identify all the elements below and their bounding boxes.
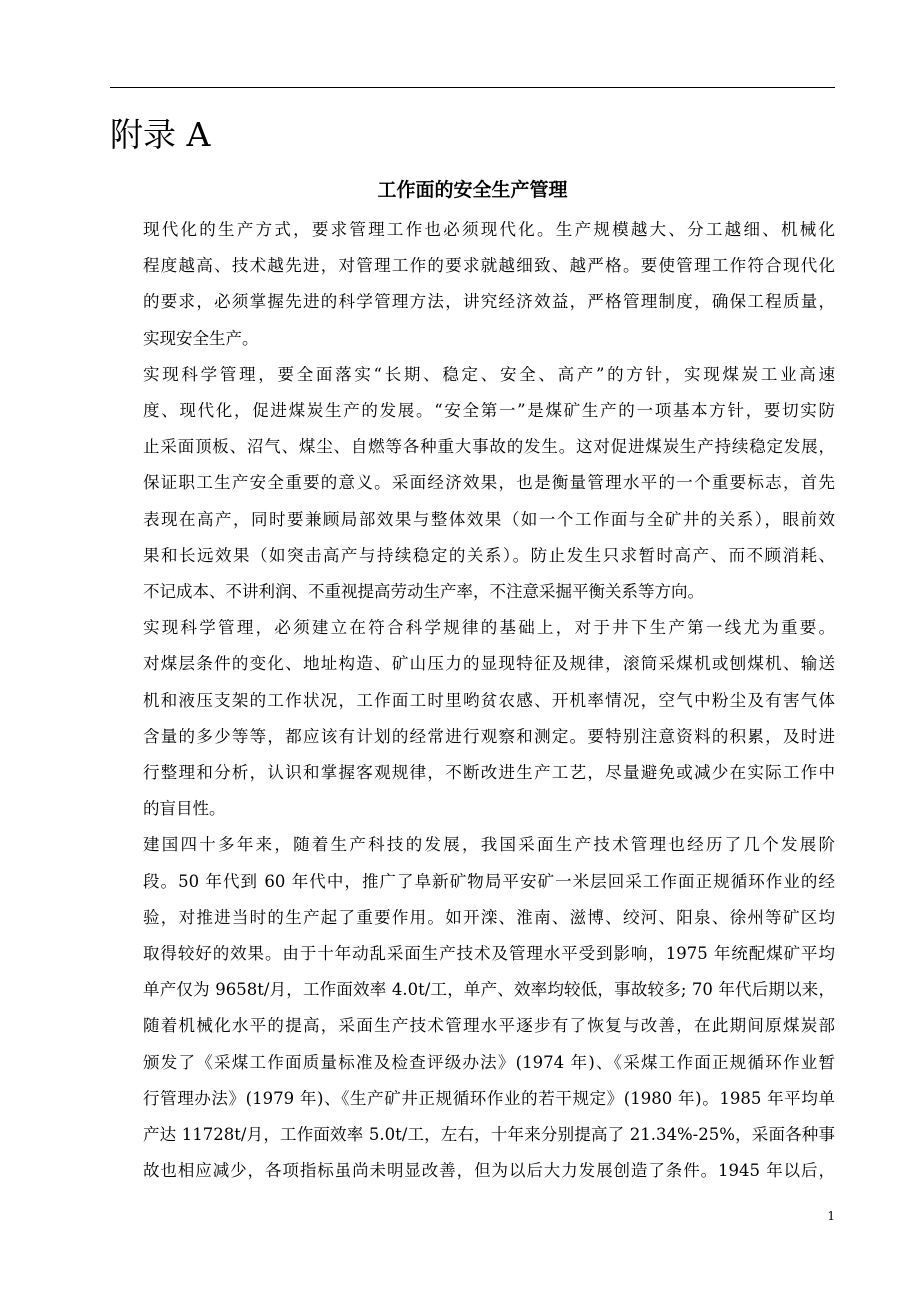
paragraph-1 bbox=[110, 212, 835, 357]
appendix-heading: 附录 A bbox=[110, 115, 211, 154]
text-line: 取得较好的效果。由于十年动乱采面生产技术及管理水平受到影响，1975 年统配煤矿平均 bbox=[143, 944, 835, 964]
article-title: 工作面的安全生产管理 bbox=[377, 179, 568, 201]
text-line: 的要求，必须掌握先进的科学管理方法，讲究经济效益，严格管理制度，确保工程质量， bbox=[143, 292, 835, 312]
paragraph-3 bbox=[110, 610, 835, 827]
text-line: 果和长远效果（如突击高产与持续稳定的关系）。防止发生只求暂时高产、而不顾消耗、 bbox=[143, 545, 835, 565]
text-line: 的盲目性。 bbox=[143, 799, 226, 819]
text-line: 表现在高产，同时要兼顾局部效果与整体效果（如一个工作面与全矿井的关系），眼前效 bbox=[143, 509, 835, 529]
text-line: 单产仅为 9658t/月，工作面效率 4.0t/工，单产、效率均较低，事故较多; 70 年代后期以来， bbox=[143, 980, 835, 1000]
text-line: 验，对推进当时的生产起了重要作用。如开滦、淮南、滋博、绞河、阳泉、徐州等矿区均 bbox=[143, 907, 835, 927]
text-line: 不记成本、不讲利润、不重视提高劳动生产率，不注意采掘平衡关系等方向。 bbox=[143, 582, 704, 602]
text-line: 行整理和分析，认识和掌握客观规律，不断改进生产工艺，尽量避免或减少在实际工作中 bbox=[143, 763, 835, 783]
paragraph-4 bbox=[110, 827, 835, 1189]
article-body bbox=[110, 212, 835, 1189]
text-line: 保证职工生产安全重要的意义。采面经济效果，也是衡量管理水平的一个重要标志，首先 bbox=[143, 473, 835, 493]
text-line: 随着机械化水平的提高，采面生产技术管理水平逐步有了恢复与改善，在此期间原煤炭部 bbox=[143, 1016, 835, 1036]
text-line: 故也相应减少，各项指标虽尚未明显改善，但为以后大力发展创造了条件。1945 年以后， bbox=[143, 1161, 835, 1181]
text-line: 颁发了《采煤工作面质量标准及检查评级办法》(1974 年)、《采煤工作面正规循环作业暂 bbox=[143, 1052, 835, 1072]
text-line: 对煤层条件的变化、地址构造、矿山压力的显现特征及规律，滚筒采煤机或刨煤机、输送 bbox=[143, 654, 835, 674]
text-line: 段。50 年代到 60 年代中，推广了阜新矿物局平安矿一米层回采工作面正规循环作业的经 bbox=[143, 871, 835, 891]
text-line: 产达 11728t/月，工作面效率 5.0t/工，左右，十年来分别提高了 21.34%-25%，采面各种事 bbox=[143, 1125, 835, 1145]
header-rule bbox=[110, 87, 835, 88]
text-line: 行管理办法》(1979 年)、《生产矿井正规循环作业的若干规定》(1980 年)。1985 年平均单 bbox=[143, 1088, 835, 1108]
paragraph-2 bbox=[110, 357, 835, 610]
page-number: 1 bbox=[827, 1209, 835, 1223]
text-line: 实现安全生产。 bbox=[143, 328, 259, 348]
text-line: 现代化的生产方式，要求管理工作也必须现代化。生产规模越大、分工越细、机械化 bbox=[143, 220, 835, 239]
text-line: 止采面顶板、沼气、煤尘、自燃等各种重大事故的发生。这对促进煤炭生产持续稳定发展， bbox=[143, 437, 835, 457]
text-line: 含量的多少等等，都应该有计划的经常进行观察和测定。要特别注意资料的积累，及时进 bbox=[143, 726, 835, 746]
text-line: 程度越高、技术越先进，对管理工作的要求就越细致、越严格。要使管理工作符合现代化 bbox=[143, 256, 835, 276]
text-line: 实现科学管理，要全面落实“长期、稳定、安全、高产”的方针，实现煤炭工业高速 bbox=[143, 364, 835, 384]
text-line: 度、现代化，促进煤炭生产的发展。“安全第一”是煤矿生产的一项基本方针，要切实防 bbox=[143, 401, 835, 421]
text-line: 机和液压支架的工作状况，工作面工时里哟贫农感、开机率情况，空气中粉尘及有害气体 bbox=[143, 690, 835, 710]
text-line: 实现科学管理，必须建立在符合科学规律的基础上，对于井下生产第一线尤为重要。 bbox=[143, 618, 835, 638]
text-line: 建国四十多年来，随着生产科技的发展，我国采面生产技术管理也经历了几个发展阶 bbox=[143, 835, 835, 855]
